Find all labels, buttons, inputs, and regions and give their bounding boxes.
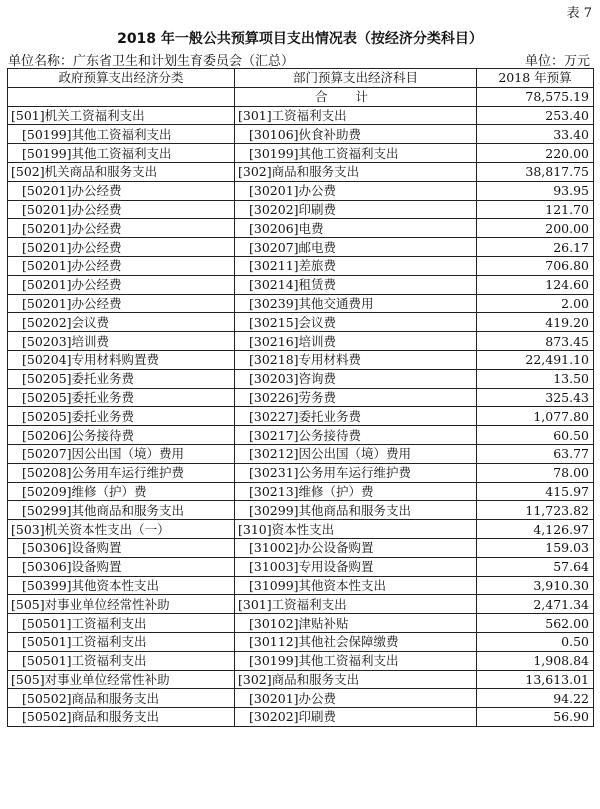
budget-value-cell: 873.45	[477, 332, 594, 351]
gov-class-cell: [50204]专用材料购置费	[8, 350, 235, 369]
table-row	[8, 501, 594, 520]
budget-value-cell: 325.43	[477, 388, 594, 407]
table-row	[8, 332, 594, 351]
dept-subject-cell: [30216]培训费	[235, 332, 477, 351]
budget-value-cell: 93.95	[477, 181, 594, 200]
gov-class-cell: [50501]工资福利支出	[8, 614, 235, 633]
budget-value-cell: 94.22	[477, 689, 594, 708]
table-row	[8, 106, 594, 125]
gov-class-cell: [501]机关工资福利支出	[8, 106, 235, 125]
budget-value-cell: 159.03	[477, 538, 594, 557]
dept-subject-cell: [30217]公务接待费	[235, 426, 477, 445]
gov-class-cell: [50501]工资福利支出	[8, 651, 235, 670]
dept-subject-cell: [30106]伙食补助费	[235, 125, 477, 144]
total-empty-cell	[8, 87, 235, 106]
table-row	[8, 219, 594, 238]
table-row	[8, 256, 594, 275]
gov-class-cell: [50205]委托业务费	[8, 388, 235, 407]
gov-class-cell: [50202]会议费	[8, 313, 235, 332]
table-row	[8, 426, 594, 445]
gov-class-cell: [50201]办公经费	[8, 200, 235, 219]
dept-subject-cell: [31099]其他资本性支出	[235, 576, 477, 595]
dept-subject-cell: [302]商品和服务支出	[235, 670, 477, 689]
table-row	[8, 200, 594, 219]
budget-value-cell: 78.00	[477, 463, 594, 482]
dept-subject-cell: [30214]租赁费	[235, 275, 477, 294]
table-row	[8, 670, 594, 689]
table-row	[8, 294, 594, 313]
gov-class-cell: [50201]办公经费	[8, 181, 235, 200]
dept-subject-cell: [30201]办公费	[235, 689, 477, 708]
table-row	[8, 275, 594, 294]
dept-subject-cell: [301]工资福利支出	[235, 595, 477, 614]
gov-class-cell: [50201]办公经费	[8, 294, 235, 313]
meta-line	[8, 50, 592, 69]
gov-class-cell: [50209]维修（护）费	[8, 482, 235, 501]
gov-class-cell: [50199]其他工资福利支出	[8, 144, 235, 163]
budget-value-cell: 2.00	[477, 294, 594, 313]
table-row	[8, 557, 594, 576]
dept-subject-cell: [31002]办公设备购置	[235, 538, 477, 557]
budget-value-cell: 60.50	[477, 426, 594, 445]
budget-table	[7, 68, 594, 727]
total-label: 合计	[235, 87, 477, 106]
table-row	[8, 463, 594, 482]
header-row	[8, 69, 594, 88]
gov-class-cell: [50399]其他资本性支出	[8, 576, 235, 595]
budget-value-cell: 0.50	[477, 632, 594, 651]
header-dept-subject: 部门预算支出经济科目	[235, 69, 477, 88]
table-row	[8, 313, 594, 332]
table-row	[8, 369, 594, 388]
budget-value-cell: 562.00	[477, 614, 594, 633]
gov-class-cell: [50201]办公经费	[8, 238, 235, 257]
gov-class-cell: [503]机关资本性支出（一）	[8, 520, 235, 539]
table-row	[8, 350, 594, 369]
table-row	[8, 144, 594, 163]
table-row	[8, 538, 594, 557]
dept-subject-cell: [30202]印刷费	[235, 200, 477, 219]
dept-subject-cell: [302]商品和服务支出	[235, 162, 477, 181]
gov-class-cell: [50306]设备购置	[8, 557, 235, 576]
gov-class-cell: [50502]商品和服务支出	[8, 708, 235, 727]
budget-value-cell: 4,126.97	[477, 520, 594, 539]
gov-class-cell: [50208]公务用车运行维护费	[8, 463, 235, 482]
budget-value-cell: 3,910.30	[477, 576, 594, 595]
gov-class-cell: [50207]因公出国（境）费用	[8, 444, 235, 463]
gov-class-cell: [50306]设备购置	[8, 538, 235, 557]
budget-value-cell: 57.64	[477, 557, 594, 576]
dept-subject-cell: [30239]其他交通费用	[235, 294, 477, 313]
table-row	[8, 632, 594, 651]
gov-class-cell: [50199]其他工资福利支出	[8, 125, 235, 144]
budget-value-cell: 220.00	[477, 144, 594, 163]
table-row	[8, 407, 594, 426]
budget-value-cell: 13.50	[477, 369, 594, 388]
table-row	[8, 614, 594, 633]
dept-subject-cell: [310]资本性支出	[235, 520, 477, 539]
table-row	[8, 162, 594, 181]
gov-class-cell: [505]对事业单位经常性补助	[8, 670, 235, 689]
budget-value-cell: 22,491.10	[477, 350, 594, 369]
unit-label: 单位：万元	[524, 54, 590, 69]
table-row	[8, 689, 594, 708]
dept-subject-cell: [30199]其他工资福利支出	[235, 651, 477, 670]
table-row	[8, 125, 594, 144]
gov-class-cell: [502]机关商品和服务支出	[8, 162, 235, 181]
dept-subject-cell: [30218]专用材料费	[235, 350, 477, 369]
dept-subject-cell: [30112]其他社会保障缴费	[235, 632, 477, 651]
page-title: 2018 年一般公共预算项目支出情况表（按经济分类科目）	[117, 31, 483, 47]
budget-value-cell: 200.00	[477, 219, 594, 238]
table-row	[8, 576, 594, 595]
gov-class-cell: [50201]办公经费	[8, 275, 235, 294]
table-row	[8, 238, 594, 257]
budget-value-cell: 63.77	[477, 444, 594, 463]
gov-class-cell: [50201]办公经费	[8, 219, 235, 238]
gov-class-cell: [50299]其他商品和服务支出	[8, 501, 235, 520]
dept-subject-cell: [30199]其他工资福利支出	[235, 144, 477, 163]
budget-value-cell: 13,613.01	[477, 670, 594, 689]
budget-value-cell: 2,471.34	[477, 595, 594, 614]
table-row	[8, 595, 594, 614]
gov-class-cell: [50502]商品和服务支出	[8, 689, 235, 708]
dept-subject-cell: [31003]专用设备购置	[235, 557, 477, 576]
budget-value-cell: 419.20	[477, 313, 594, 332]
budget-value-cell: 1,077.80	[477, 407, 594, 426]
gov-class-cell: [50206]公务接待费	[8, 426, 235, 445]
budget-value-cell: 124.60	[477, 275, 594, 294]
dept-subject-cell: [30203]咨询费	[235, 369, 477, 388]
dept-subject-cell: [30207]邮电费	[235, 238, 477, 257]
table-row	[8, 181, 594, 200]
budget-value-cell: 706.80	[477, 256, 594, 275]
table-row	[8, 388, 594, 407]
budget-value-cell: 33.40	[477, 125, 594, 144]
budget-value-cell: 56.90	[477, 708, 594, 727]
budget-value-cell: 253.40	[477, 106, 594, 125]
dept-subject-cell: [30299]其他商品和服务支出	[235, 501, 477, 520]
organization-name: 单位名称：广东省卫生和计划生育委员会（汇总）	[8, 54, 295, 69]
total-value: 78,575.19	[477, 87, 594, 106]
dept-subject-cell: [30102]津贴补贴	[235, 614, 477, 633]
dept-subject-cell: [30202]印刷费	[235, 708, 477, 727]
budget-value-cell: 1,908.84	[477, 651, 594, 670]
budget-value-cell: 415.97	[477, 482, 594, 501]
gov-class-cell: [50205]委托业务费	[8, 407, 235, 426]
budget-value-cell: 26.17	[477, 238, 594, 257]
dept-subject-cell: [301]工资福利支出	[235, 106, 477, 125]
table-row	[8, 651, 594, 670]
gov-class-cell: [505]对事业单位经常性补助	[8, 595, 235, 614]
gov-class-cell: [50201]办公经费	[8, 256, 235, 275]
table-row	[8, 444, 594, 463]
table-row	[8, 708, 594, 727]
table-row	[8, 520, 594, 539]
dept-subject-cell: [30212]因公出国（境）费用	[235, 444, 477, 463]
total-row	[8, 87, 594, 106]
dept-subject-cell: [30227]委托业务费	[235, 407, 477, 426]
header-budget-2018: 2018 年预算	[477, 69, 594, 88]
dept-subject-cell: [30211]差旅费	[235, 256, 477, 275]
budget-value-cell: 121.70	[477, 200, 594, 219]
gov-class-cell: [50501]工资福利支出	[8, 632, 235, 651]
budget-value-cell: 11,723.82	[477, 501, 594, 520]
dept-subject-cell: [30231]公务用车运行维护费	[235, 463, 477, 482]
table-number: 表 7	[566, 6, 592, 21]
gov-class-cell: [50205]委托业务费	[8, 369, 235, 388]
table-row	[8, 482, 594, 501]
dept-subject-cell: [30213]维修（护）费	[235, 482, 477, 501]
budget-value-cell: 38,817.75	[477, 162, 594, 181]
dept-subject-cell: [30201]办公费	[235, 181, 477, 200]
header-gov-class: 政府预算支出经济分类	[8, 69, 235, 88]
dept-subject-cell: [30226]劳务费	[235, 388, 477, 407]
dept-subject-cell: [30206]电费	[235, 219, 477, 238]
gov-class-cell: [50203]培训费	[8, 332, 235, 351]
dept-subject-cell: [30215]会议费	[235, 313, 477, 332]
